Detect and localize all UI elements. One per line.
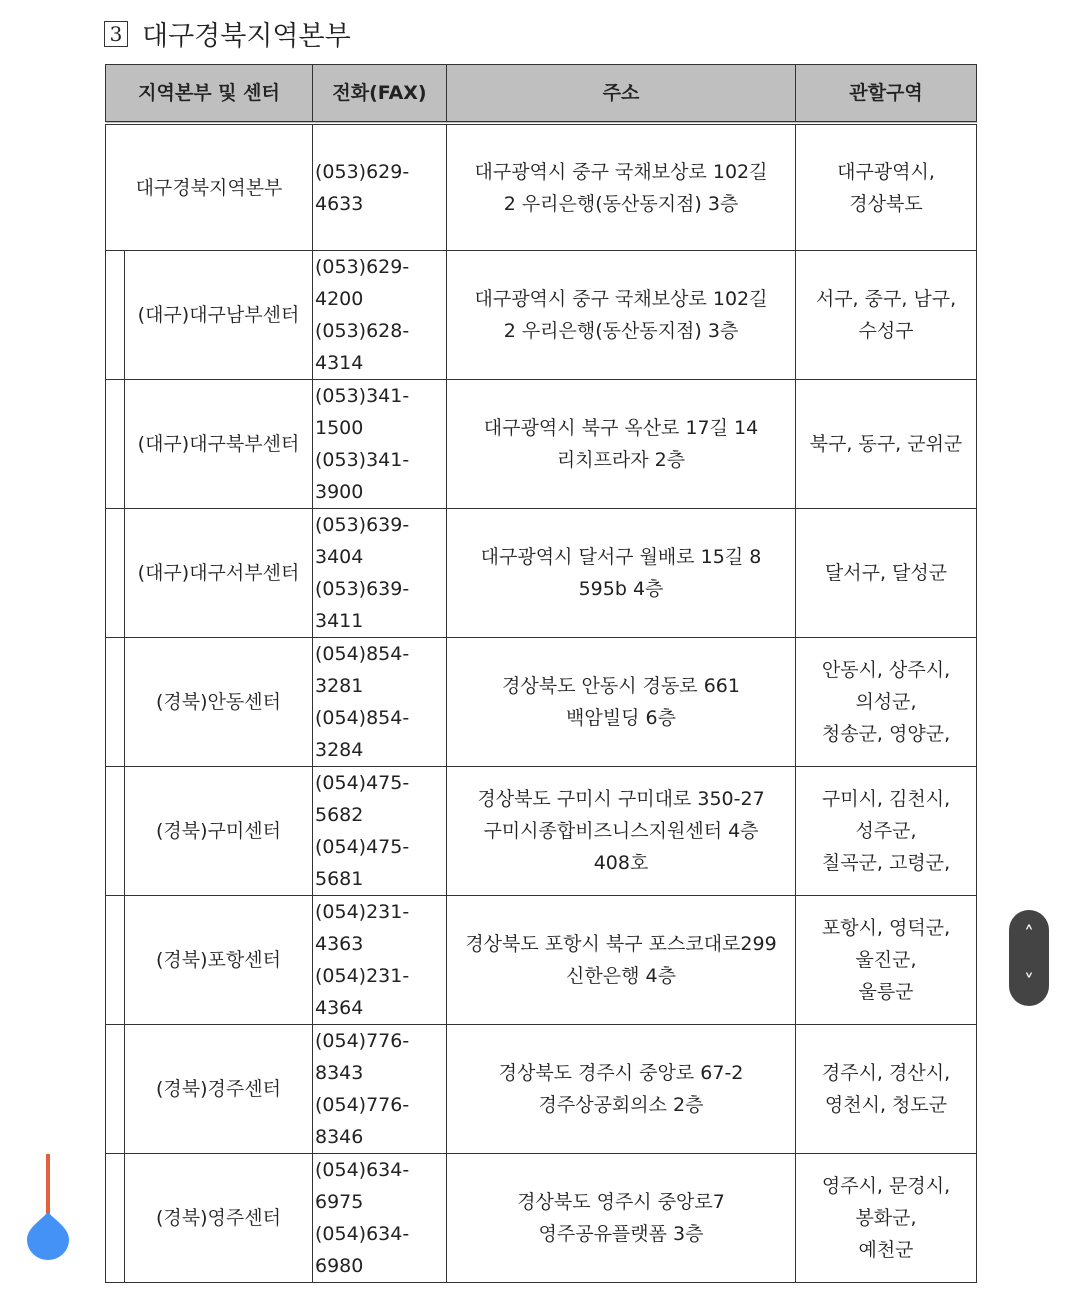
section-number: 3 bbox=[104, 21, 128, 47]
phones-line: (053)628-4314 bbox=[315, 320, 410, 374]
address-line: 신한은행 4층 bbox=[566, 965, 676, 987]
address-cell bbox=[447, 251, 796, 380]
phone-cell bbox=[313, 1154, 447, 1283]
area-line: 칠곡군, 고령군, bbox=[821, 852, 951, 874]
address-cell bbox=[447, 767, 796, 896]
phones-line: (054)475-5681 bbox=[315, 836, 410, 890]
phones-line: (053)341-1500 bbox=[315, 385, 410, 439]
address-line: 경상북도 포항시 북구 포스코대로299 bbox=[465, 933, 777, 955]
area-line: 수성구 bbox=[858, 320, 914, 342]
area-line: 울진군, bbox=[855, 949, 917, 971]
address-line: 2 우리은행(동산동지점) 3층 bbox=[503, 320, 739, 342]
phone-cell bbox=[313, 509, 447, 638]
phone-cell bbox=[313, 638, 447, 767]
scroll-handle-icon[interactable] bbox=[27, 1154, 69, 1260]
area-cell bbox=[796, 123, 977, 251]
header-address: 주소 bbox=[447, 65, 796, 124]
office-cell bbox=[106, 1025, 313, 1154]
table-row bbox=[106, 896, 977, 1025]
address-cell bbox=[447, 638, 796, 767]
address-line: 경상북도 경주시 중앙로 67-2 bbox=[498, 1062, 744, 1084]
office-name: 대구경북지역본부 bbox=[106, 123, 313, 251]
address-cell bbox=[447, 380, 796, 509]
phones-line: (054)475-5682 bbox=[315, 772, 410, 826]
address-cell bbox=[447, 1154, 796, 1283]
phones-line: (054)776-8343 bbox=[315, 1030, 410, 1084]
section-title bbox=[104, 14, 351, 53]
phone-cell bbox=[313, 380, 447, 509]
address-line: 595b 4층 bbox=[578, 578, 664, 600]
area-line: 영주시, 문경시, bbox=[821, 1175, 951, 1197]
area-line: 포항시, 영덕군, bbox=[821, 917, 951, 939]
area-cell bbox=[796, 380, 977, 509]
address-cell bbox=[447, 896, 796, 1025]
phones-line: (053)629-4200 bbox=[315, 256, 410, 310]
office-name: (대구)대구북부센터 bbox=[124, 380, 312, 508]
address-line: 대구광역시 중구 국채보상로 102길 bbox=[474, 288, 768, 310]
office-cell bbox=[106, 251, 313, 380]
area-cell bbox=[796, 1025, 977, 1154]
address-line: 경주상공회의소 2층 bbox=[538, 1094, 704, 1116]
area-line: 청송군, 영양군, bbox=[821, 723, 951, 745]
phone-cell bbox=[313, 123, 447, 251]
header-area: 관할구역 bbox=[796, 65, 977, 124]
area-line: 봉화군, bbox=[855, 1207, 917, 1229]
office-cell bbox=[106, 767, 313, 896]
phones-line: (053)629-4633 bbox=[315, 160, 410, 215]
header-office: 지역본부 및 센터 bbox=[106, 65, 313, 124]
header-phone: 전화(FAX) bbox=[313, 65, 447, 124]
page-scroll-nav bbox=[1009, 910, 1049, 1006]
area-line: 영천시, 청도군 bbox=[824, 1094, 948, 1116]
phones-line: (054)776-8346 bbox=[315, 1094, 410, 1148]
phones-line: (054)634-6975 bbox=[315, 1159, 410, 1213]
address-cell bbox=[447, 1025, 796, 1154]
table-row bbox=[106, 251, 977, 380]
office-name: (경북)안동센터 bbox=[124, 638, 312, 766]
area-line: 달서구, 달성군 bbox=[824, 562, 948, 584]
area-line: 대구광역시, bbox=[837, 160, 935, 183]
phones-line: (054)231-4363 bbox=[315, 901, 410, 955]
phones-line: (054)854-3281 bbox=[315, 643, 410, 697]
address-line: 대구광역시 북구 옥산로 17길 14 bbox=[483, 417, 759, 439]
table-row bbox=[106, 767, 977, 896]
office-name: (경북)포항센터 bbox=[124, 896, 312, 1024]
office-cell bbox=[106, 896, 313, 1025]
office-cell bbox=[106, 638, 313, 767]
phone-cell bbox=[313, 767, 447, 896]
area-line: 경주시, 경산시, bbox=[821, 1062, 951, 1084]
area-cell bbox=[796, 1154, 977, 1283]
office-cell bbox=[106, 1154, 313, 1283]
phones-line: (054)634-6980 bbox=[315, 1223, 410, 1277]
office-cell bbox=[106, 380, 313, 509]
area-cell bbox=[796, 767, 977, 896]
area-line: 성주군, bbox=[855, 820, 917, 842]
phones-line: (053)639-3404 bbox=[315, 514, 410, 568]
address-line: 대구광역시 달서구 월배로 15길 8 bbox=[480, 546, 762, 568]
address-line: 백암빌딩 6층 bbox=[566, 707, 676, 729]
section-title-text: 대구경북지역본부 bbox=[142, 21, 351, 52]
scroll-up-button[interactable]: ˄ bbox=[1024, 922, 1034, 946]
office-table bbox=[105, 64, 977, 1283]
office-name: (경북)구미센터 bbox=[124, 767, 312, 895]
office-name: (경북)영주센터 bbox=[124, 1154, 312, 1282]
table-row bbox=[106, 638, 977, 767]
address-line: 2 우리은행(동산동지점) 3층 bbox=[503, 192, 739, 215]
address-cell bbox=[447, 509, 796, 638]
table-row bbox=[106, 380, 977, 509]
area-line: 안동시, 상주시, bbox=[821, 659, 951, 681]
phone-cell bbox=[313, 896, 447, 1025]
address-line: 경상북도 영주시 중앙로7 bbox=[517, 1191, 725, 1213]
address-line: 영주공유플랫폼 3층 bbox=[538, 1223, 704, 1245]
area-cell bbox=[796, 251, 977, 380]
address-line: 408호 bbox=[593, 852, 649, 874]
area-line: 울릉군 bbox=[858, 981, 914, 1003]
table-row bbox=[106, 1154, 977, 1283]
office-name: (대구)대구남부센터 bbox=[124, 251, 312, 379]
phone-cell bbox=[313, 1025, 447, 1154]
area-line: 북구, 동구, 군위군 bbox=[809, 433, 963, 455]
area-line: 서구, 중구, 남구, bbox=[815, 288, 957, 310]
phones-line: (053)639-3411 bbox=[315, 578, 410, 632]
address-line: 경상북도 안동시 경동로 661 bbox=[502, 675, 740, 697]
area-line: 경상북도 bbox=[849, 192, 923, 215]
office-name: (경북)경주센터 bbox=[124, 1025, 312, 1153]
area-cell bbox=[796, 638, 977, 767]
area-cell bbox=[796, 509, 977, 638]
table-row bbox=[106, 1025, 977, 1154]
address-line: 구미시종합비즈니스지원센터 4층 bbox=[483, 820, 759, 842]
area-cell bbox=[796, 896, 977, 1025]
table-row bbox=[106, 123, 977, 251]
area-line: 의성군, bbox=[855, 691, 917, 713]
phones-line: (053)341-3900 bbox=[315, 449, 410, 503]
phone-cell bbox=[313, 251, 447, 380]
office-cell bbox=[106, 509, 313, 638]
area-line: 구미시, 김천시, bbox=[821, 788, 951, 810]
address-line: 리치프라자 2층 bbox=[556, 449, 686, 471]
address-line: 대구광역시 중구 국채보상로 102길 bbox=[474, 160, 768, 183]
office-name: (대구)대구서부센터 bbox=[124, 509, 312, 637]
area-line: 예천군 bbox=[858, 1239, 914, 1261]
address-line: 경상북도 구미시 구미대로 350-27 bbox=[477, 788, 765, 810]
scroll-down-button[interactable]: ˅ bbox=[1024, 970, 1034, 994]
table-row bbox=[106, 509, 977, 638]
phones-line: (054)231-4364 bbox=[315, 965, 410, 1019]
address-cell bbox=[447, 123, 796, 251]
phones-line: (054)854-3284 bbox=[315, 707, 410, 761]
